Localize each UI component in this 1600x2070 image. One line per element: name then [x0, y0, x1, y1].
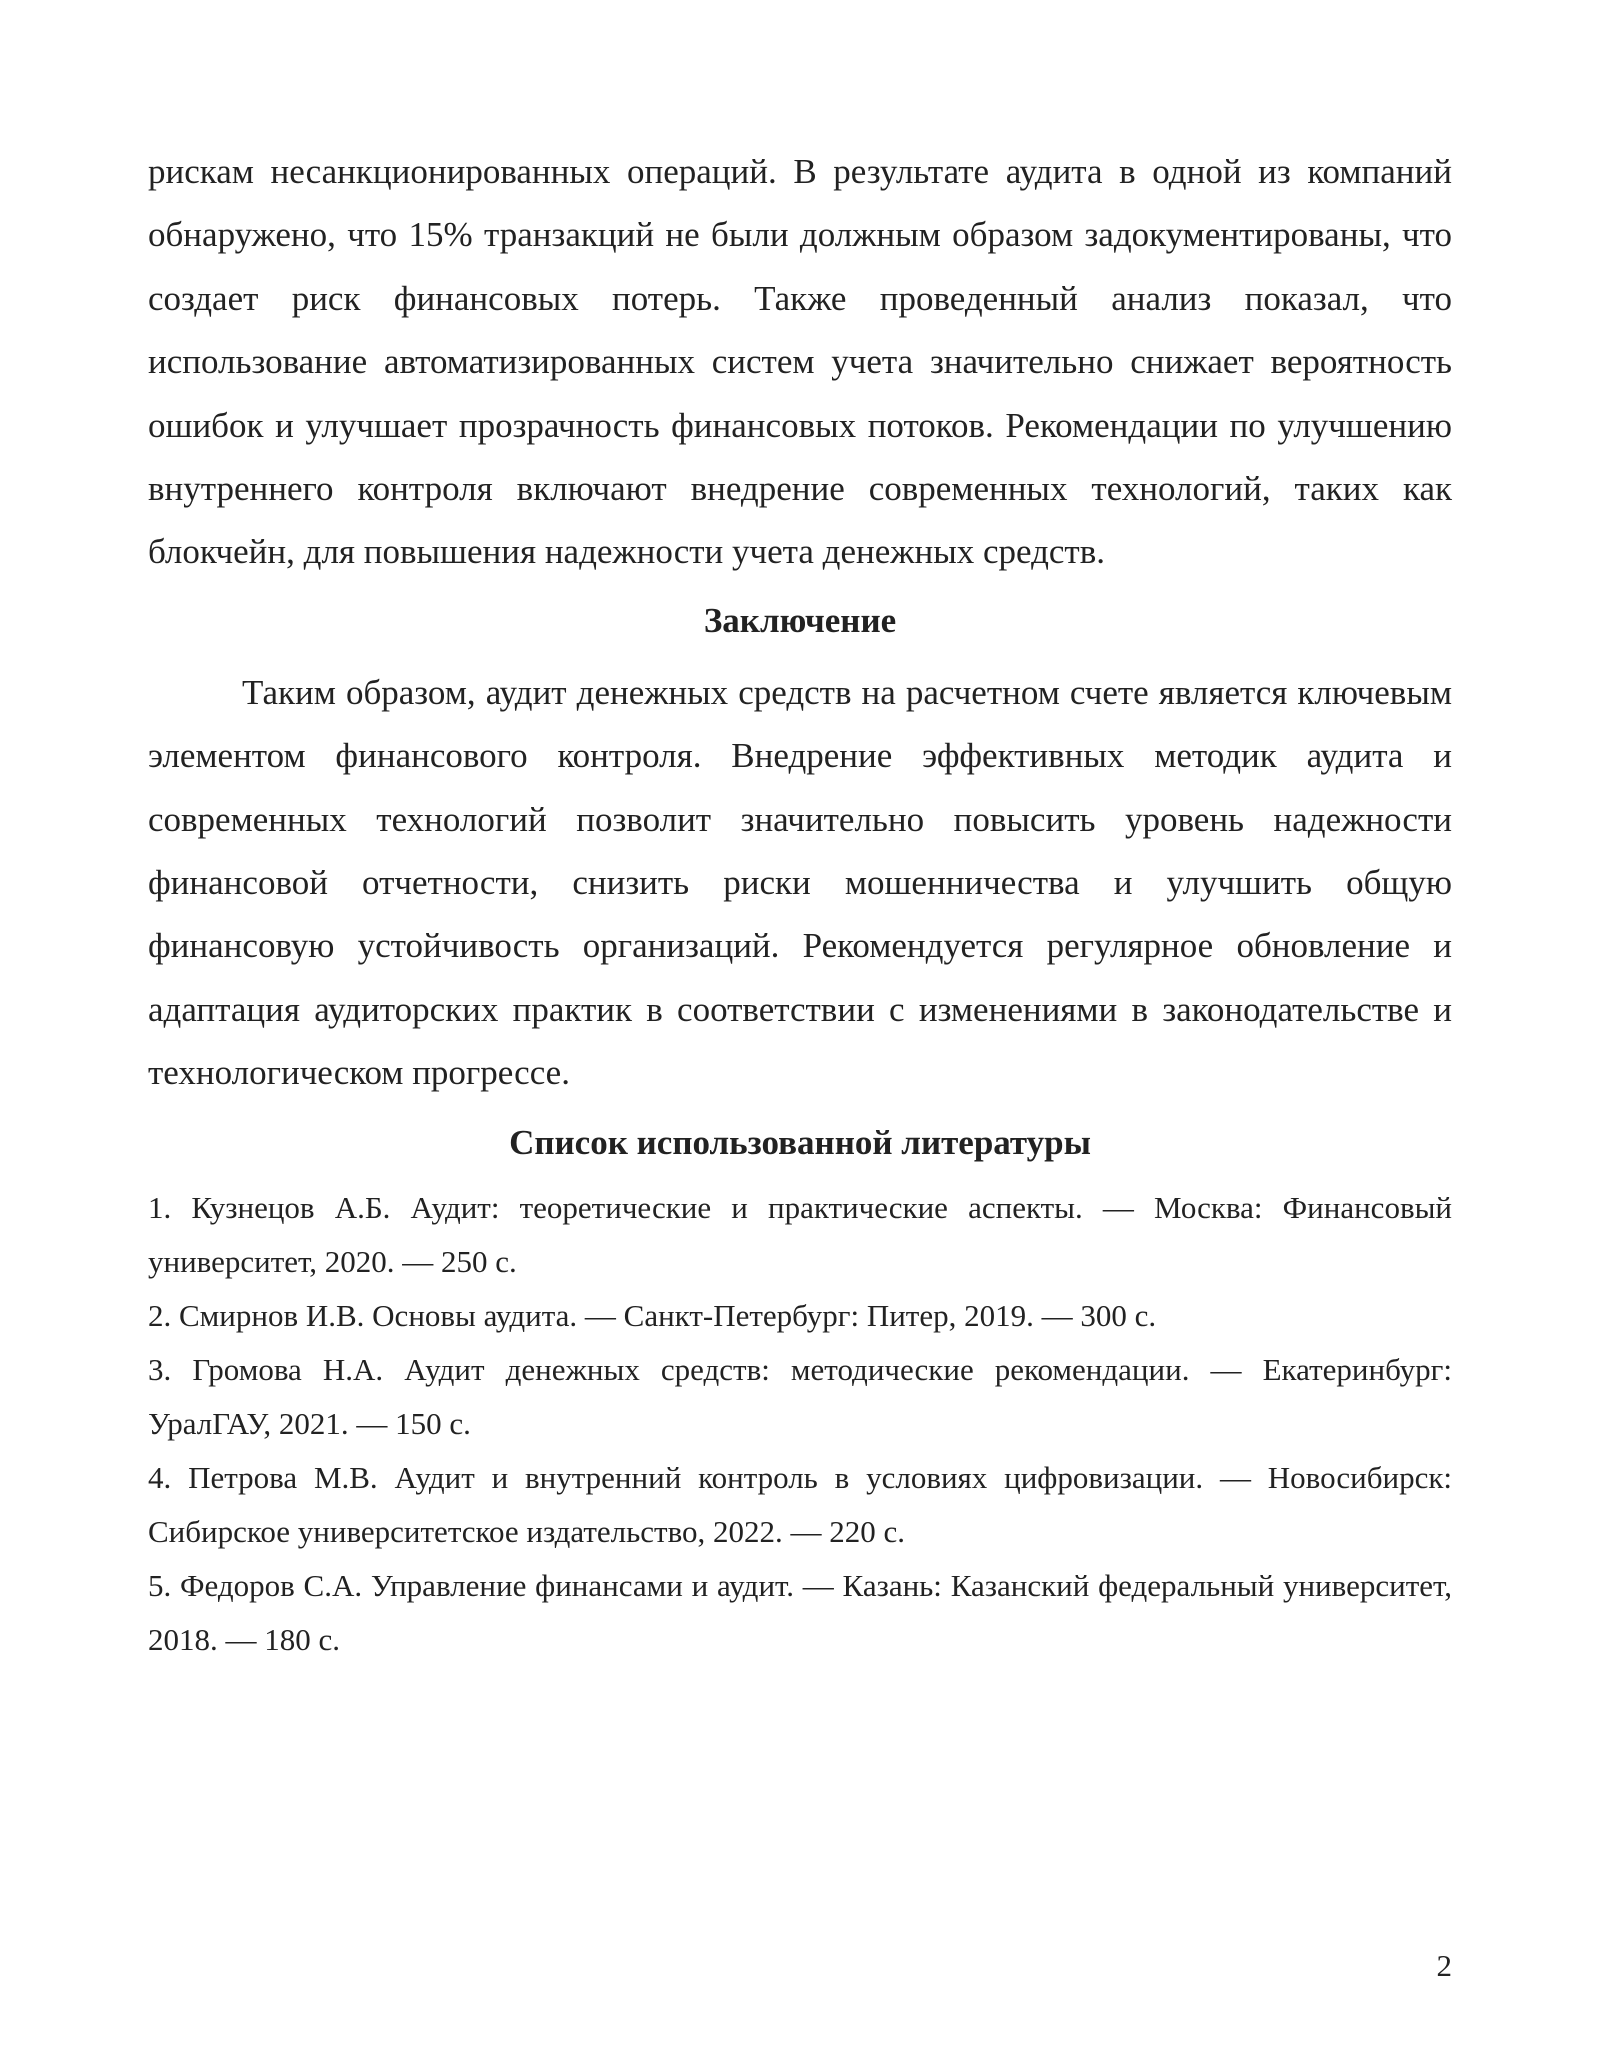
page-number: 2 [1436, 1948, 1452, 1983]
reference-item: 4. Петрова М.В. Аудит и внутренний контроль в условиях цифровизации. — Новосибирск: Сибирское университетское издательство, 2022. — 220 с. [148, 1459, 1452, 1549]
reference-item: 2. Смирнов И.В. Основы аудита. — Санкт-Петербург: Питер, 2019. — 300 с. [148, 1297, 1157, 1333]
conclusion-heading: Заключение [703, 600, 897, 640]
page-content [148, 140, 1452, 1667]
reference-item: 1. Кузнецов А.Б. Аудит: теоретические и практические аспекты. — Москва: Финансовый университет, 2020. — 250 с. [148, 1189, 1452, 1279]
reference-item: 5. Федоров С.А. Управление финансами и аудит. — Казань: Казанский федеральный университет, 2018. — 180 с. [148, 1567, 1452, 1657]
references-heading: Список использованной литературы [509, 1122, 1091, 1162]
intro-paragraph: рискам несанкционированных операций. В результате аудита в одной из компаний обнаружено, что 15% транзакций не были должным образом задокументированы, что создает риск финансовых потерь. Также проведенный анализ показал, что использование автоматизированных систем учета значительно снижает вероятность ошибок и улучшает прозрачность финансовых потоков. Рекомендации по улучшению внутреннего контроля включают внедрение современных технологий, таких как блокчейн, для повышения надежности учета денежных средств. [148, 152, 1452, 572]
conclusion-paragraph: Таким образом, аудит денежных средств на расчетном счете является ключевым элементом финансового контроля. Внедрение эффективных методик аудита и современных технологий позволит значительно повысить уровень надежности финансовой отчетности, снизить риски мошенничества и улучшить общую финансовую устойчивость организаций. Рекомендуется регулярное обновление и адаптация аудиторских практик в соответствии с изменениями в законодательстве и технологическом прогрессе. [148, 672, 1452, 1093]
reference-item: 3. Громова Н.А. Аудит денежных средств: методические рекомендации. — Екатеринбург: УралГАУ, 2021. — 150 с. [148, 1351, 1452, 1441]
references-list [148, 1181, 1452, 1667]
